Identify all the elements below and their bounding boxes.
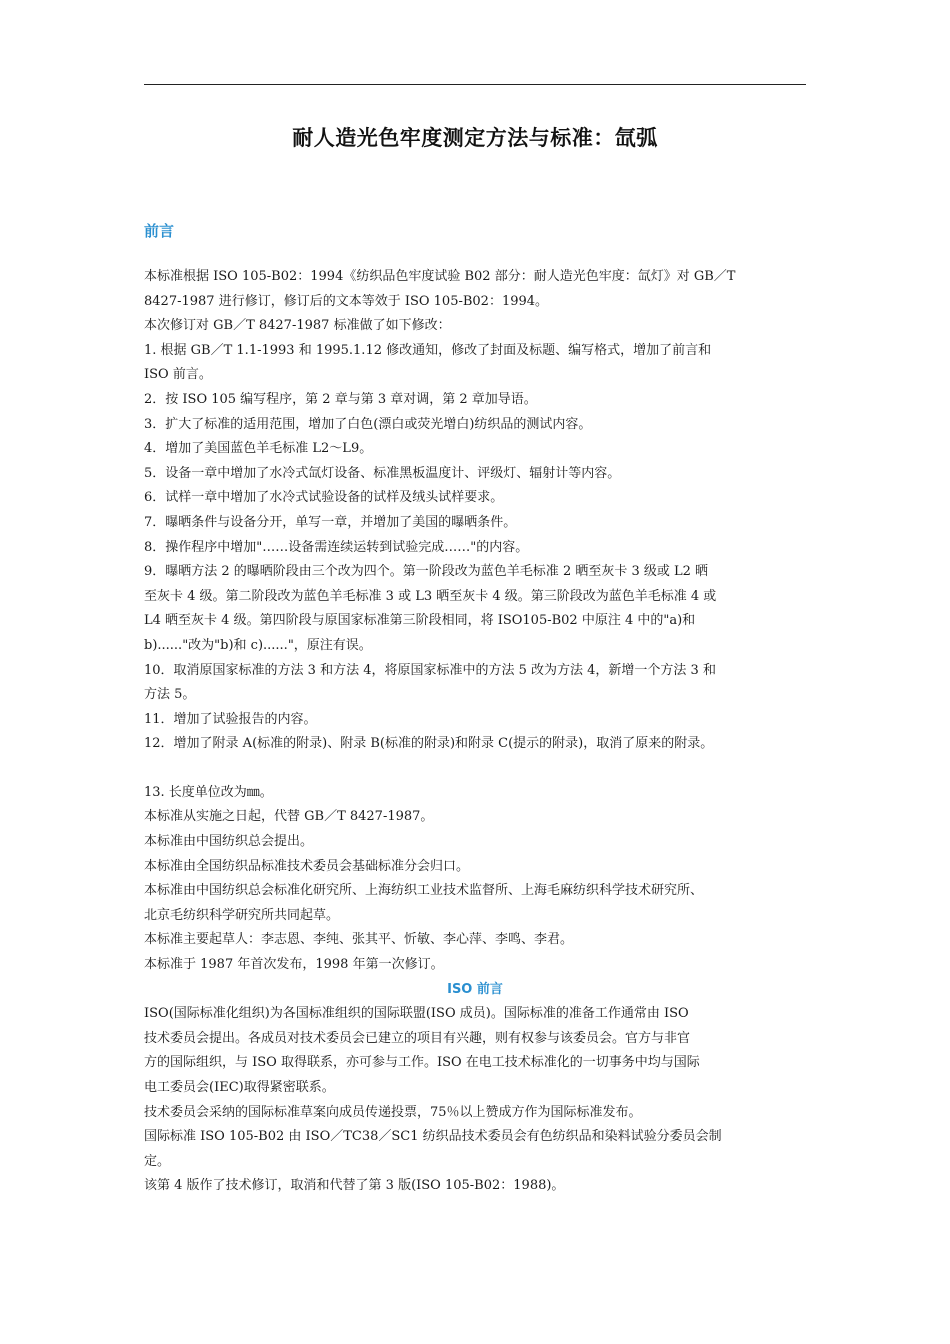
list-item-line: 6．试样一章中增加了水冷式试验设备的试样及绒头试样要求。 [144, 490, 504, 506]
foreword-section-1 [144, 265, 816, 757]
paragraph-line: 本标准从实施之日起，代替 GB／T 8427-1987。 [144, 809, 434, 825]
list-item-line: 4．增加了美国蓝色羊毛标准 L2～L9。 [144, 441, 373, 457]
paragraph-line: 本标准由中国纺织总会提出。 [144, 834, 314, 850]
list-item-line: L4 晒至灰卡 4 级。第四阶段与原国家标准第三阶段相同，将 ISO105-B02 中原注 4 中的"a)和 [144, 613, 696, 629]
list-item-line: 至灰卡 4 级。第二阶段改为蓝色羊毛标准 3 或 L3 晒至灰卡 4 级。第三阶段改为蓝色羊毛标准 4 或 [144, 588, 717, 604]
paragraph-line: 本标准由全国纺织品标准技术委员会基础标准分会归口。 [144, 858, 470, 874]
paragraph-line: 本标准主要起草人：李志恩、李纯、张其平、忻敏、李心萍、李鸣、李君。 [144, 932, 574, 948]
list-item-line: 1. 根据 GB／T 1.1-1993 和 1995.1.12 修改通知，修改了封面及标题、编写格式，增加了前言和 [144, 342, 712, 358]
paragraph-line: 技术委员会采纳的国际标准草案向成员传递投票，75％以上赞成方作为国际标准发布。 [144, 1104, 642, 1120]
paragraph-gap [144, 757, 816, 781]
paragraph-line: 该第 4 版作了技术修订，取消和代替了第 3 版(ISO 105-B02：1988)。 [144, 1178, 565, 1194]
paragraph-line: 北京毛纺织科学研究所共同起草。 [144, 907, 340, 923]
foreword-section-2 [144, 781, 816, 978]
paragraph-line: 8427-1987 进行修订，修订后的文本等效于 ISO 105-B02：1994。 [144, 293, 549, 309]
list-item-line: 方法 5。 [144, 687, 196, 703]
list-item-line: 7．曝晒条件与设备分开，单写一章，并增加了美国的曝晒条件。 [144, 514, 517, 530]
paragraph-line: 本标准根据 ISO 105-B02：1994《纺织品色牢度试验 B02 部分：耐人造光色牢度：氙灯》对 GB／T [144, 269, 736, 284]
paragraph-line: 方的国际组织，与 ISO 取得联系，亦可参与工作。ISO 在电工技术标准化的一切事务中均与国际 [144, 1055, 700, 1071]
paragraph-line: 技术委员会提出。各成员对技术委员会已建立的项目有兴趣，则有权参与该委员会。官方与非官 [144, 1030, 691, 1046]
list-item-line: 12．增加了附录 A(标准的附录)、附录 B(标准的附录)和附录 C(提示的附录)，取消了原来的附录。 [144, 736, 714, 752]
foreword-heading: 前言 [144, 222, 175, 240]
document-body [144, 265, 816, 1199]
list-item-line: 13. 长度单位改为㎜。 [144, 784, 273, 800]
iso-foreword-section [144, 1002, 816, 1199]
header-rule [144, 84, 806, 85]
list-item-line: 11．增加了试验报告的内容。 [144, 711, 317, 727]
list-item-line: ISO 前言。 [144, 367, 212, 383]
list-item-line: 9．曝晒方法 2 的曝晒阶段由三个改为四个。第一阶段改为蓝色羊毛标准 2 晒至灰卡 3 级或 L2 晒 [144, 564, 709, 580]
iso-foreword-heading: ISO 前言 [447, 981, 503, 997]
paragraph-line: 定。 [144, 1153, 171, 1169]
paragraph-line: 国际标准 ISO 105-B02 由 ISO／TC38／SC1 纺织品技术委员会有色纺织品和染料试验分委员会制 [144, 1129, 722, 1145]
list-item-line: 3．扩大了标准的适用范围，增加了白色(漂白或荧光增白)纺织品的测试内容。 [144, 416, 592, 432]
paragraph-line: 本标准于 1987 年首次发布，1998 年第一次修订。 [144, 957, 444, 973]
list-item-line: 5．设备一章中增加了水冷式氙灯设备、标准黑板温度计、评级灯、辐射计等内容。 [144, 465, 621, 481]
list-item-line: 8．操作程序中增加"……设备需连续运转到试验完成……"的内容。 [144, 539, 529, 555]
list-item-line: b)......"改为"b)和 c)......"，原注有误。 [144, 637, 372, 653]
paragraph-line: 本次修订对 GB／T 8427-1987 标准做了如下修改： [144, 318, 451, 334]
paragraph-line: 电工委员会(IEC)取得紧密联系。 [144, 1080, 335, 1095]
list-item-line: 2．按 ISO 105 编写程序，第 2 章与第 3 章对调，第 2 章加导语。 [144, 391, 537, 407]
paragraph-line: 本标准由中国纺织总会标准化研究所、上海纺织工业技术监督所、上海毛麻纺织科学技术研究所、 [144, 883, 704, 899]
list-item-line: 10．取消原国家标准的方法 3 和方法 4，将原国家标准中的方法 5 改为方法 4，新增一个方法 3 和 [144, 662, 716, 678]
document-title: 耐人造光色牢度测定方法与标准：氙弧 [292, 126, 658, 150]
paragraph-line: ISO(国际标准化组织)为各国标准组织的国际联盟(ISO 成员)。国际标准的准备工作通常由 ISO [144, 1006, 689, 1022]
